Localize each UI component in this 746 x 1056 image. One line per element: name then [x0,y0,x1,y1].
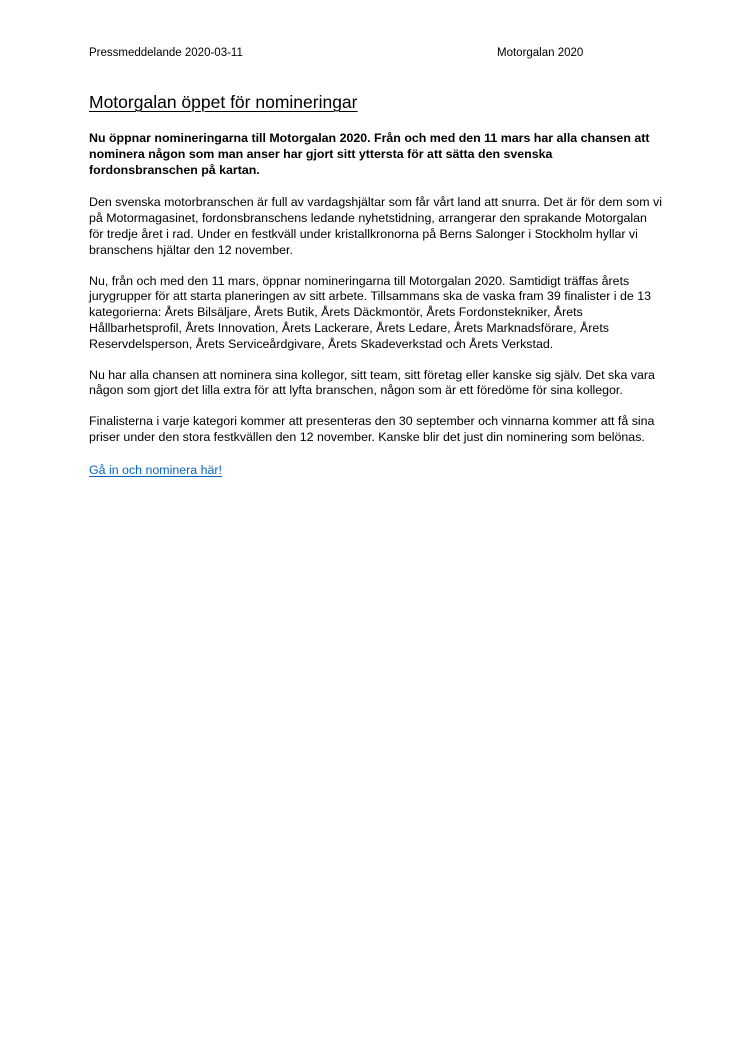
body-paragraph-1: Den svenska motorbranschen är full av vardagshjältar som får vårt land att snurra. Det är för dem som vi på Motormagasinet, fordonsbranschens ledande nyhetstidning, arrangerar den sprakande Motorgalan för tredje året i rad. Under en festkväll under kristallkronorna på Berns Salonger i Stockholm hyllar vi branschens hjältar den 12 november. [89,195,662,257]
nominate-link[interactable]: Gå in och nominera här! [89,462,222,477]
body-paragraph-4: Finalisterna i varje kategori kommer att presenteras den 30 september och vinnarna kommer att få sina priser under den stora festkvällen den 12 november. Kanske blir det just din nominering som belönas. [89,414,655,444]
body-paragraph-2: Nu, från och med den 11 mars, öppnar nomineringarna till Motorgalan 2020. Samtidigt träffas årets jurygrupper för att starta planeringen av sitt arbete. Tillsammans ska de vaska fram 39 finalister i de 13 kategorierna: Årets Bilsäljare, Årets Butik, Årets Däckmontör, Årets Fordonstekniker, Årets Hållbarhetsprofil, Årets Innovation, Årets Lackerare, Årets Ledare, Årets Marknadsförare, Årets Reservdelsperson, Årets Serviceårdgivare, Årets Skadeverkstad och Årets Verkstad. [89,273,651,351]
document-title: Motorgalan öppet för nomineringar [89,92,358,112]
header-event-name: Motorgalan 2020 [497,47,584,59]
document-body [89,90,664,479]
body-paragraph-3: Nu har alla chansen att nominera sina kollegor, sitt team, sitt företag eller kanske sig själv. Det ska vara någon som gjort det lilla extra för att lyfta branschen, någon som är ett föredöme för sina kollegor. [89,367,655,398]
lead-paragraph: Nu öppnar nomineringarna till Motorgalan 2020. Från och med den 11 mars har alla chansen att nominera någon som man anser har gjort sitt yttersta för att sätta den svenska fordonsbranschen på kartan. [89,131,650,177]
page-header [89,46,649,62]
header-press-release-date: Pressmeddelande 2020-03-11 [89,47,243,59]
